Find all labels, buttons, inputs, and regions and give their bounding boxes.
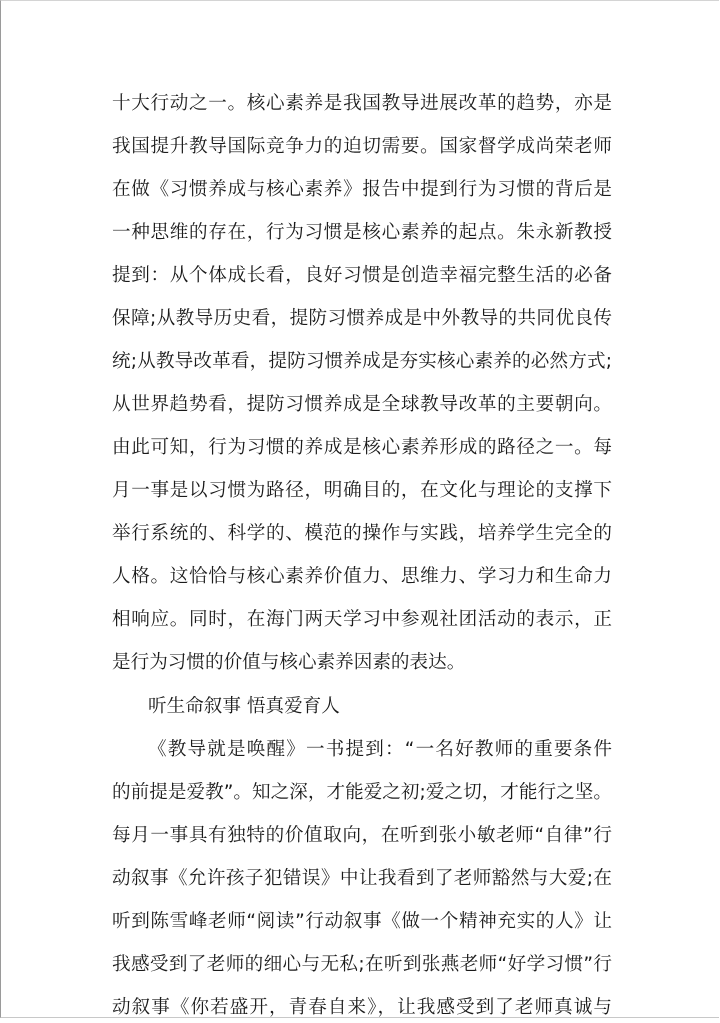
text-line: 在做《习惯养成与核心素养》报告中提到行为习惯的背后是 [112,179,612,200]
text-line: 动叙事《允许孩子犯错误》中让我看到了老师豁然与大爱;在 [112,868,612,889]
text-line: 我国提升教导国际竞争力的迫切需要。国家督学成尚荣老师 [112,136,612,157]
text-line: 月一事是以习惯为路径，明确目的，在文化与理论的支撑下 [112,480,612,501]
text-line: 一种思维的存在，行为习惯是核心素养的起点。朱永新教授 [112,222,612,243]
text-line: 举行系统的、科学的、模范的操作与实践，培养学生完全的 [112,523,612,544]
text-line: 从世界趋势看，提防习惯养成是全球教导改革的主要朝向。 [112,394,612,415]
text-line: 《教导就是唤醒》一书提到：“一名好教师的重要条件 [148,739,612,760]
text-line: 每月一事具有独特的价值取向，在听到张小敏老师“自律”行 [112,825,612,846]
text-line: 人格。这恰恰与核心素养价值力、思维力、学习力和生命力 [112,566,612,587]
text-line: 提到：从个体成长看，良好习惯是创造幸福完整生活的必备 [112,265,612,286]
text-line: 动叙事《你若盛开，青春自来》，让我感受到了老师真诚与 [112,997,612,1018]
text-line: 由此可知，行为习惯的养成是核心素养形成的路径之一。每 [112,437,612,458]
text-line: 保障;从教导历史看，提防习惯养成是中外教导的共同优良传 [112,308,612,329]
section-heading: 听生命叙事 悟真爱育人 [148,696,340,717]
text-line: 十大行动之一。核心素养是我国教导进展改革的趋势，亦是 [112,93,612,114]
text-line: 我感受到了老师的细心与无私;在听到张燕老师“好学习惯”行 [112,954,612,975]
text-line: 相响应。同时，在海门两天学习中参观社团活动的表示，正 [112,609,612,630]
text-line: 是行为习惯的价值与核心素养因素的表达。 [112,652,466,673]
text-line: 统;从教导改革看，提防习惯养成是夯实核心素养的必然方式; [112,351,612,372]
text-line: 的前提是爱教”。知之深，才能爱之初;爱之切，才能行之坚。 [112,782,612,803]
text-line: 听到陈雪峰老师“阅读”行动叙事《做一个精神充实的人》让 [112,911,612,932]
